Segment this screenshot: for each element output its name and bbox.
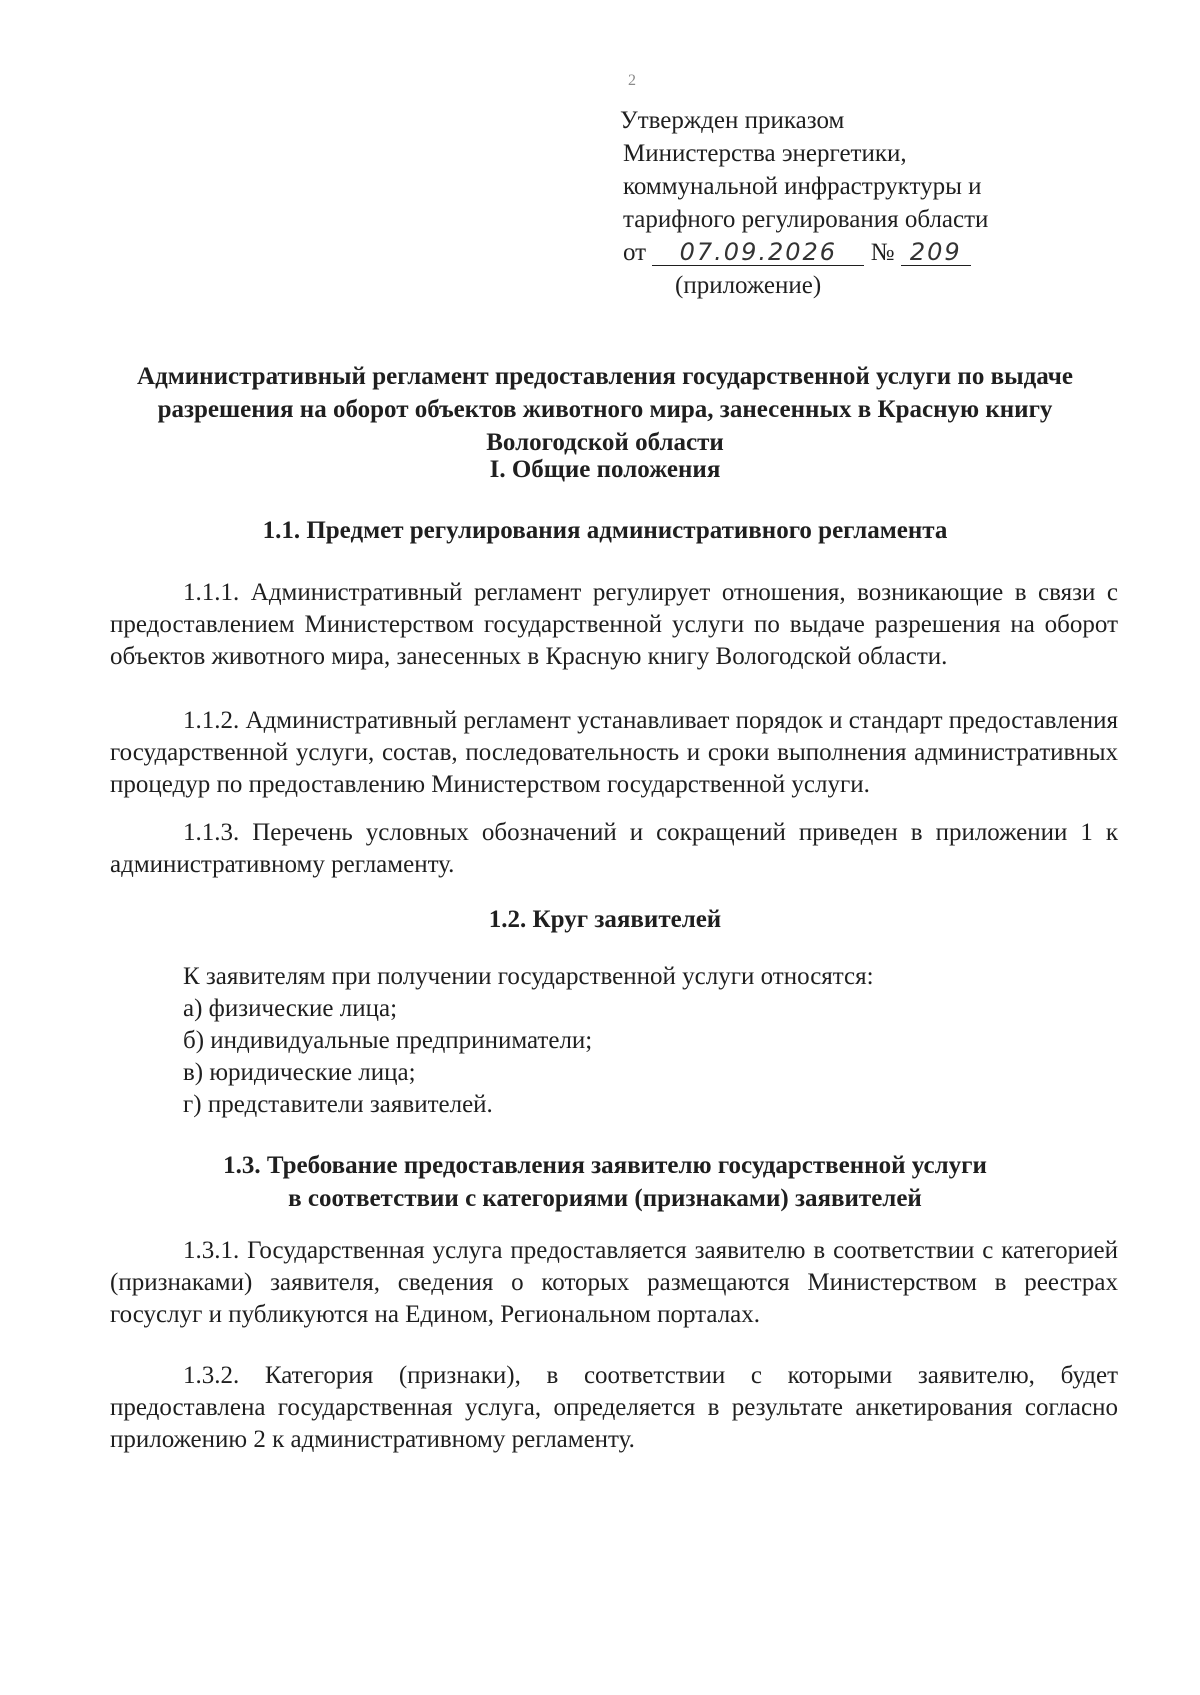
appendix-note: (приложение) (675, 272, 822, 299)
approval-line-3: коммунальной инфраструктуры и (623, 173, 982, 200)
handwritten-number: 209 (901, 239, 971, 266)
list-item: а) физические лица; (183, 995, 398, 1022)
date-prefix: от (623, 239, 647, 266)
subsection-heading-1-3-line-2: в соответствии с категориями (признаками) заявителей (288, 1185, 922, 1212)
subsection-heading-1-3-line-1: 1.3. Требование предоставления заявителю государственной услуги (223, 1152, 987, 1179)
handwritten-date: 07.09.2026 (652, 239, 864, 266)
subsection-heading-1-3 (110, 1149, 1100, 1215)
paragraph-1-3-2: 1.3.2. Категория (признаки), в соответствии с которыми заявителю, будет предоставлена государственная услуга, определяется в результате анкетирования согласно приложению 2 к административному регламенту. (110, 1362, 1118, 1453)
approval-line-2: Министерства энергетики, (623, 140, 907, 167)
paragraph-1-3-1: 1.3.1. Государственная услуга предоставляется заявителю в соответствии с категорией (признаками) заявителя, сведения о которых размещаются Министерством в реестрах госуслуг и публикуются на Едином, Региональном порталах. (110, 1237, 1118, 1328)
paragraph-1-1-3: 1.1.3. Перечень условных обозначений и сокращений приведен в приложении 1 к административному регламенту. (110, 819, 1118, 878)
subsection-heading-1-2: 1.2. Круг заявителей (488, 906, 722, 933)
approval-stamp-block (620, 104, 1060, 302)
section-heading-general: I. Общие положения (489, 456, 721, 483)
page-number: 2 (628, 72, 636, 89)
approval-line-4: тарифного регулирования области (623, 206, 989, 233)
approval-line-1: Утвержден приказом (620, 107, 845, 134)
paragraph-1-1-1: 1.1.1. Административный регламент регулирует отношения, возникающие в связи с предоставлением Министерством государственной услуги по выдаче разрешения на оборот объектов животного мира, занесенных в Красную книгу Вологодской области. (110, 579, 1118, 670)
applicants-intro: К заявителям при получении государственной услуги относятся: (183, 963, 874, 990)
list-item: б) индивидуальные предприниматели; (183, 1027, 593, 1054)
approval-date-line (620, 236, 1060, 269)
list-item: г) представители заявителей. (183, 1091, 493, 1118)
list-item: в) юридические лица; (183, 1059, 416, 1086)
paragraph-1-1-2: 1.1.2. Административный регламент устанавливает порядок и стандарт предоставления государственной услуги, состав, последовательность и сроки выполнения административных процедур по предоставлению Министерством государственной услуги. (110, 707, 1118, 798)
subsection-heading-1-1: 1.1. Предмет регулирования административного регламента (262, 517, 948, 544)
document-title: Административный регламент предоставления государственной услуги по выдаче разрешения на оборот объектов животного мира, занесенных в Красную книгу Вологодской области (137, 363, 1073, 456)
number-sign: № (870, 239, 895, 266)
